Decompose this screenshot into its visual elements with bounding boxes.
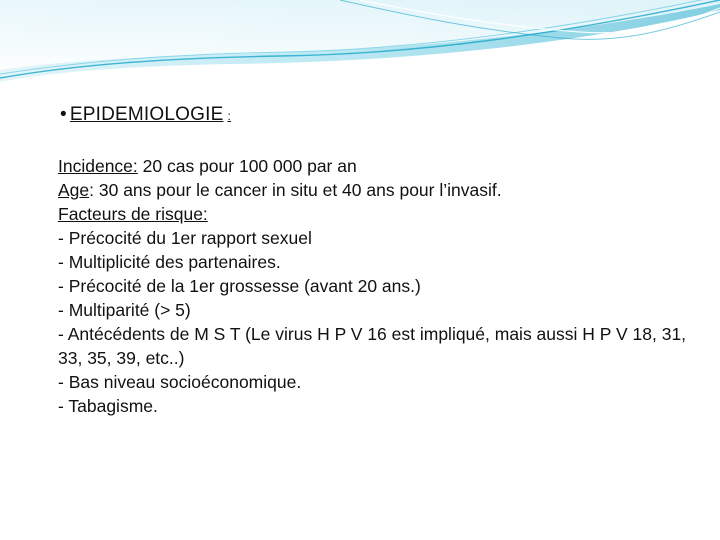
age-line [58,178,698,202]
risk-factor-item: - Tabagisme. [58,396,158,416]
risk-factor-item: - Précocité du 1er rapport sexuel [58,228,312,248]
slide-heading [60,104,231,126]
heading-bullet: • [60,104,67,125]
slide-body [58,154,698,418]
incidence-label: Incidence: [58,156,138,176]
risk-factor-item: - Antécédents de M S T (Le virus H P V 16 est impliqué, mais aussi H P V 18, 31, 33, 35, 39, etc..) [58,324,687,368]
risk-factor-item: - Multiplicité des partenaires. [58,252,281,272]
incidence-line [58,154,698,178]
incidence-value: 20 cas pour 100 000 par an [142,156,357,176]
risk-factor-item: - Précocité de la 1er grossesse (avant 20 ans.) [58,276,421,296]
risk-factor-item: - Multiparité (> 5) [58,300,191,320]
heading-title: EPIDEMIOLOGIE [69,104,224,125]
risk-factor-item: - Bas niveau socioéconomique. [58,372,302,392]
age-label: Age [58,180,90,200]
header-wave-decoration [0,0,720,90]
age-value: : 30 ans pour le cancer in situ et 40 ans pour l’invasif. [89,180,502,200]
risk-factors-label: Facteurs de risque: [58,204,208,224]
heading-colon: : [227,109,231,123]
risk-factors-line [58,202,698,226]
